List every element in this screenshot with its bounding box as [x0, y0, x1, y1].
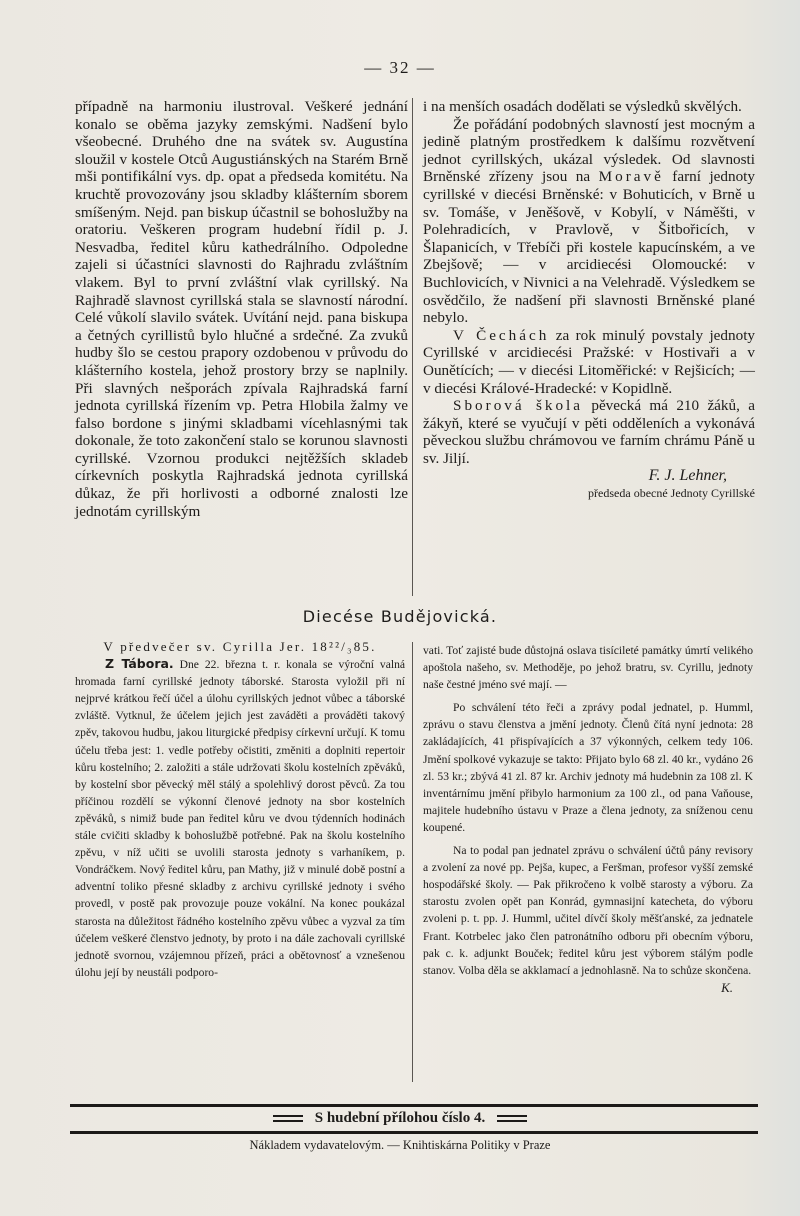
column-divider	[412, 98, 413, 596]
text-run: farní jednoty cyrillské v diecési Brněnské: v Bohuticích, v Brně u sv. Tomáše, v Jeněšově, v Kobylí, v Náměšti, v Polehradicích, v Pravlově, v Šitbořicích, v Šlapanicích, v Třebíči při kostele kapucínském, a ve Zbejšově; — v arcidiecési Olomoucké: v Buchlovicích, v Nivnici a na Velehradě. Výsledkem se osvědčilo, že nadšení při slavnosti Brněnské plané nebylo.	[423, 168, 755, 327]
footer-rule-bottom	[70, 1131, 758, 1134]
imprint: Nákladem vydavatelovým. — Knihtiskárna Politiky v Praze	[249, 1138, 551, 1152]
text-run: Na to podal pan jednatel zprávu o schválení účtů pány revisory a zvolení za nové pp. Pejša, kupec, a Feršman, profesor vyšší zemské hospodářské školy. — Pak přikročeno k volbě starosty a výboru. Za starostu zvolen opět pan Konrád, gymnasijní katecheta, do výboru zvoleni p. t. pp. J. Humml, učitel dívčí školy měšťanské, za jednatele Frant. Kotrbelec jako člen patronátního odboru při obecním výboru, pak c. k. adjunkt Bouček; ředitel kůru jest výborem stálým podle stanov. Volba děla se akklamací a jednohlasně. Na to schůze skončena.	[423, 844, 753, 977]
lower-left-column	[75, 638, 405, 981]
supplement-text: S hudební přílohou číslo 4.	[314, 1110, 486, 1126]
paragraph	[75, 655, 405, 981]
upper-left-column	[75, 98, 408, 520]
paragraph	[423, 327, 755, 397]
lower-right-column	[423, 642, 753, 996]
paragraph	[423, 842, 753, 995]
spaced-emphasis: Moravě	[598, 168, 664, 186]
text-run: za rok minulý povstaly jednoty Cyrillské v arcidiecési Pražské: v Hostivaři a v Ounětících; — v diecési Litoměřické: v Rejšicích; — v diecési Králové-Hradecké: v Kopidlně.	[423, 326, 756, 397]
spaced-emphasis: Sborová škola	[453, 397, 584, 415]
date-line: V předvečer sv. Cyrilla Jer. 18²²/₃85.	[103, 639, 377, 654]
signature-name: F. J. Lehner,	[648, 467, 727, 485]
paragraph: vati. Toť zajisté bude důstojná oslava tisícileté památky úmrtí velikého apoštola našeho, sv. Methoděje, po jehož bratru, sv. Cyrillu, jednoty naše čestné jméno své mají. —	[423, 644, 753, 692]
signature-title: předseda obecné Jednoty Cyrillské	[588, 486, 755, 501]
paragraph: Po schválení této řeči a zprávy podal jednatel, p. Humml, zprávu o stavu členstva a jmění jednoty. Členů čítá nyní jednota: 28 zakládajících, 41 přispívajících a 37 výkonných, celkem tedy 106. Jmění spolkové vykazuje se takto: Přijato bylo 68 zl. 40 kr., vydáno 26 zl. 53 kr.; zbývá 41 zl. 87 kr. Archiv jednoty má hudebnin za 108 zl. K inventárnímu jmění přibylo harmonium za 100 zl., od pana Vaňouse, majitele hudebního ústavu v Praze a člena jednoty, za sníženou cenu koupené.	[423, 701, 753, 834]
double-rule-ornament	[273, 1115, 303, 1122]
paragraph: případně na harmoniu ilustroval. Veškeré jednání konalo se oběma jazyky zemskými. Nadšení bylo všeobecné. Druhého dne na svátek sv. Augustína sloužil v kostele Otců Augustiánských na Starém Brně mši pontifikální vys. dp. opat a předseda komitétu. Na kruchtě provozovány jsou skladby klášterním sborem smíšeným. Nejd. pan biskup účastnil se bohoslužby na oratoriu. Veškeren program hudební řídil p. J. Nesvadba, ředitel kůru kathedrálního. Odpoledne zajeli si účastníci slavnosti do Rajhradu zvláštním vlakem. Byl to první zvláštní vlak cyrillský. Na Rajhradě slavnost cyrillská stala se slavností národní. Celé vůkolí slavilo svátek. Uvítání nejd. pana biskupa a četných cyrillistů bylo hlučné a srdečné. Za zvuků hudby šlo se cestou prapory ozdobenou v průvodu do klášterního kostela, jehož prostory brzy se naplnily. Při slavných nešporách zpívala Rajhradská farní jednota cyrillská řízením vp. Petra Hlobila žalmy ve falso bordone s jinými skladbami vícehlasnými tak dokonale, že toto zakončení stalo se korunou slavnosti cyrillské. Vzornou produkci nejtěžších skladeb církevních poskytla Rajhradská jednota cyrillská důkaz, že při horlivosti a odborné znalosti lze jednotám cyrillským	[75, 98, 408, 520]
section-title: Diecése Budějovická.	[302, 607, 498, 626]
paragraph	[423, 397, 755, 467]
footer-rule-top	[70, 1104, 758, 1107]
paragraph: i na menších osadách dodělati se výsledků skvělých.	[423, 98, 742, 115]
signoff: K.	[721, 979, 733, 995]
paragraph	[423, 116, 755, 327]
upper-right-column	[423, 98, 755, 503]
page-number: — 32 —	[364, 58, 436, 77]
lead-heading: Z Tábora.	[105, 656, 174, 672]
column-divider	[412, 642, 413, 1082]
text-run: pěvecká má 210 žáků, a žákyň, které se vyučují v pěti odděleních a vykonává pěveckou službu chrámovou ve farním chrámu Páně u sv. Jiljí.	[423, 397, 755, 467]
double-rule-ornament	[497, 1115, 527, 1122]
supplement-notice	[0, 1110, 800, 1127]
text-run: Že pořádání podobných slavností jest mocným a jedině platným prostředkem k dalšímu rozvětvení jednot cyrillských, ukázal výsledek. Od slavnosti Brněnské zřízeny jsou na	[423, 115, 755, 186]
text-run: Dne 22. března t. r. konala se výroční valná hromada farní cyrillské jednoty táborské. Starosta vyložil při ní nejprvé krátkou řečí účel a úlohu cyrillských jednot vůbec a táborské zvláště. Vytknul, že účelem jejich jest zaváděti a prováděti takový zpěv, takovou hudbu, jakou liturgické předpisy církevní určují. K tomu účelu třeba jest: 1. vedle potřeby očistiti, změniti a doplniti repertoir kůru kostelního; 2. založiti a stále udržovati školu kostelních zpěváků, by kostelní sbor pěvecký měl stálý a spolehlivý dorost pěvců. Za tou příčinou rozdělí se výkonní členové jednoty na sbor kostelních zpěváků, s nimiž bude pan ředitel kůru ve dvou týdenních hodinách stále cvičiti skladby k bohoslužbě potřebné. Pak na školu kostelního zpěvu, v níž učiti se uvolili starosta jednoty s varhaníkem, p. Vondráčkem. Nový ředitel kůru, pan Mathy, již v minulé době postní a adventní toliko přesné skladby z archivu cyrillské jednoty i svého provedl, v postě pak provozuje pouze vokální. Na konec poukázal starosta na důležitost řádného kostelního zpěvu vůbec a vyzval za tím účelem veškeré členstvo jednoty, by proto i na dále zachovali cyrillské jednotě svornou, vzájemnou přízeň, práci a obětovnosť a vznešenou úlohu její by neustáli podporo-	[75, 658, 406, 979]
spaced-emphasis: V Čechách	[453, 326, 550, 344]
